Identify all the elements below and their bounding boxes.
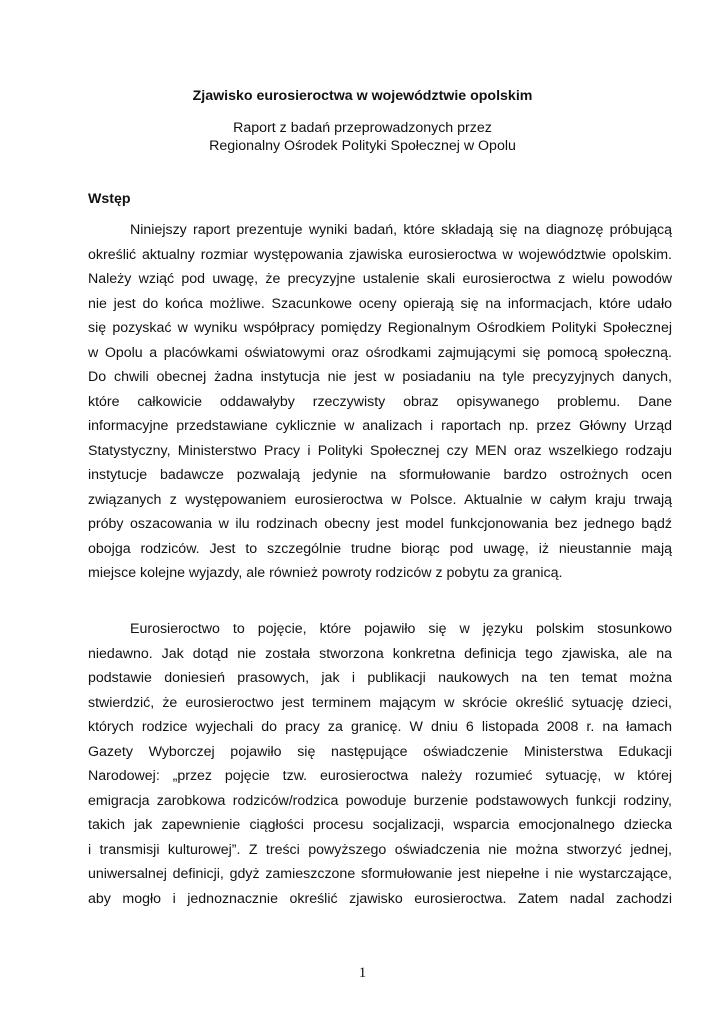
paragraph-line: które całkowicie oddawałyby rzeczywisty obraz opisywanego problemu. Dane [88, 393, 672, 410]
page-number: 1 [358, 965, 367, 981]
paragraph-line: informacyjne przedstawiane cyklicznie w analizach i raportach np. przez Główny Urząd [88, 418, 672, 434]
paragraph-line: których rodzice wyjechali do pracy za granicę. W dniu 6 listopada 2008 r. na łamach [88, 719, 672, 735]
paragraph-line: i transmisji kulturowej”. Z treści powyższego oświadczenia nie można stworzyć jednej, [88, 841, 672, 858]
paragraph-line: stwierdzić, że eurosieroctwo jest terminem mającym w skrócie określić sytuację dzieci, [88, 694, 672, 711]
paragraph-line: Statystyczny, Ministerstwo Pracy i Polityki Społecznej czy MEN oraz wszelkiego rodzaju [88, 442, 672, 459]
paragraph-line: się pozyskać w wyniku współpracy pomiędzy Regionalnym Ośrodkiem Polityki Społecznej [88, 320, 672, 336]
paragraph-line: Niniejszy raport prezentuje wyniki badań, które składają się na diagnozę próbującą [130, 222, 672, 238]
paragraph-line: związanych z występowaniem eurosieroctwa w Polsce. Aktualnie w całym kraju trwają [88, 491, 672, 508]
section-heading: Wstęp [88, 191, 131, 207]
paragraph-line: emigracja zarobkowa rodziców/rodzica powoduje burzenie podstawowych funkcji rodziny, [88, 792, 672, 809]
paragraph-line: Narodowej: „przez pojęcie tzw. eurosieroctwa należy rozumieć sytuację, w której [88, 768, 672, 784]
document-subtitle-line-1: Raport z badań przeprowadzonych przez [233, 120, 492, 136]
paragraph-introduction [88, 218, 672, 586]
paragraph-line: miejsce kolejne wyjazdy, ale również powroty rodziców z pobytu za granicą. [88, 565, 563, 581]
paragraph-line: uniwersalnej definicji, gdyż zamieszczone sformułowanie jest niepełne i nie wystarczające, [88, 866, 672, 882]
paragraph-line: Eurosieroctwo to pojęcie, które pojawiło się w języku polskim stosunkowo [130, 621, 672, 637]
paragraph-line: określić aktualny rozmiar występowania zjawiska eurosieroctwa w województwie opolskim. [88, 246, 672, 263]
paragraph-line: próby oszacowania w ilu rodzinach obecny jest model funkcjonowania bez jednego bądź [88, 516, 672, 532]
paragraph-line: w Opolu a placówkami oświatowymi oraz ośrodkami zajmującymi się pomocą społeczną. [88, 344, 672, 361]
paragraph-line: takich jak zapewnienie ciągłości procesu socjalizacji, wsparcia emocjonalnego dziecka [88, 817, 672, 833]
paragraph-line: niedawno. Jak dotąd nie została stworzona konkretna definicja tego zjawiska, ale na [88, 645, 672, 662]
paragraph-line: podstawie doniesień prasowych, jak i publikacji naukowych na ten temat można [88, 670, 672, 686]
paragraph-line: nie jest do końca możliwe. Szacunkowe oceny opierają się na informacjach, które udało [88, 295, 672, 312]
paragraph-line: obojga rodziców. Jest to szczególnie trudne biorąc pod uwagę, iż nieustannie mają [88, 540, 672, 557]
paragraph-line: instytucje badawcze pozwalają jedynie na sformułowanie bardzo ostrożnych ocen [88, 467, 672, 483]
paragraph-line: aby mogło i jednoznacznie określić zjawisko eurosieroctwa. Zatem nadal zachodzi [88, 890, 672, 907]
paragraph-definition [88, 617, 672, 911]
paragraph-line: Gazety Wyborczej pojawiło się następujące oświadczenie Ministerstwa Edukacji [88, 743, 672, 760]
paragraph-line: Do chwili obecnej żadna instytucja nie jest w posiadaniu na tyle precyzyjnych danych, [88, 369, 672, 385]
document-subtitle-line-2: Regionalny Ośrodek Polityki Społecznej w Opolu [209, 138, 516, 154]
paragraph-line: Należy wziąć pod uwagę, że precyzyjne ustalenie skali eurosieroctwa z wielu powodów [88, 271, 672, 287]
document-title: Zjawisko eurosieroctwa w województwie opolskim [192, 88, 533, 104]
